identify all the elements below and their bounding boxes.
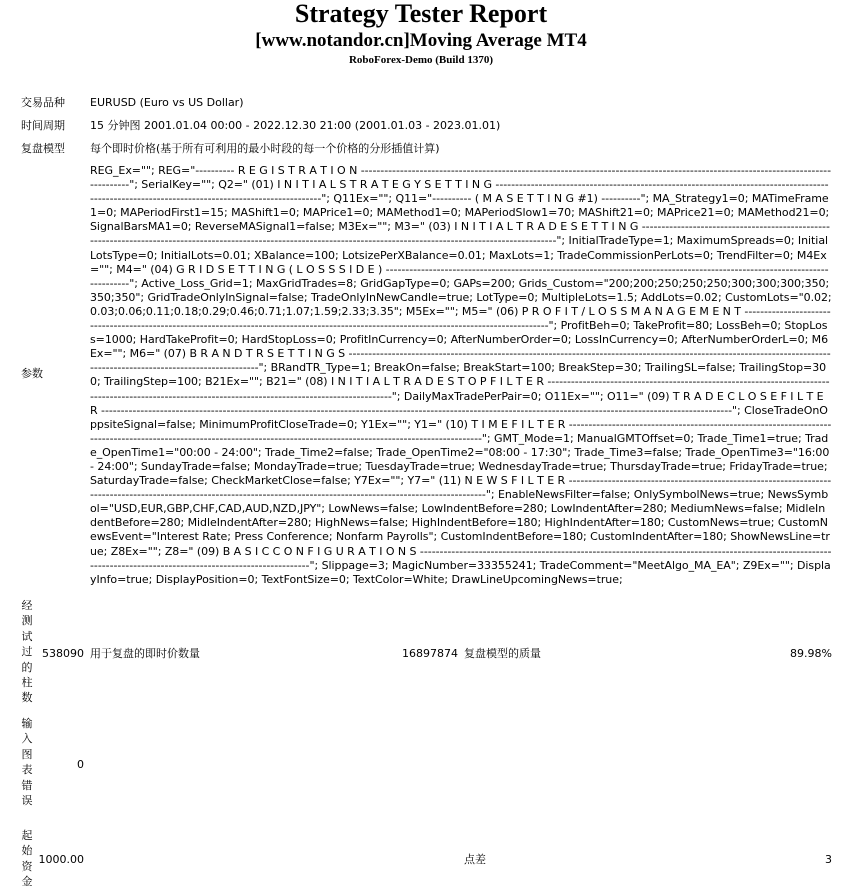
ticks-label: 用于复盘的即时价数量 [90, 647, 200, 660]
report-build: RoboForex-Demo (Build 1370) [348, 54, 493, 66]
symbol-label: 交易品种 [21, 96, 65, 109]
errors-label: 输入图表错误 [21, 717, 33, 808]
quality-label: 复盘模型的质量 [464, 647, 541, 660]
spread-label: 点差 [464, 853, 486, 866]
report-subtitle: [www.notandor.cn]Moving Average MT4 [255, 30, 587, 51]
model-value: 每个即时价格(基于所有可利用的最小时段的每一个价格的分形插值计算) [90, 142, 440, 155]
deposit-value: 1000.00 [38, 853, 84, 866]
model-label: 复盘模型 [21, 142, 65, 155]
ticks-value: 16897874 [402, 647, 458, 660]
symbol-value: EURUSD (Euro vs US Dollar) [90, 96, 244, 109]
params-label: 参数 [21, 367, 43, 380]
period-value: 15 分钟图 2001.01.04 00:00 - 2022.12.30 21:00 (2001.01.03 - 2023.01.01) [90, 119, 501, 132]
spread-value: 3 [825, 853, 832, 866]
deposit-label: 起始资金 [21, 829, 33, 889]
quality-value: 89.98% [790, 647, 832, 660]
report-title: Strategy Tester Report [294, 0, 548, 28]
bars-label: 经测试过的柱数 [21, 599, 33, 705]
period-label: 时间周期 [21, 119, 65, 132]
errors-value: 0 [77, 758, 84, 771]
params-value: REG_Ex=""; REG="---------- R E G I S T R A T I O N ----------------------------------------------------------------------------------------------------------------------------------"; SerialKey=""; Q2=" (01) I N I T I A L S T R A T E G Y S E T T I N G ------------------------------------------------------------------------------------------------------------------------------------------------"; Q11Ex=""; Q11="---------- ( M A S E T T I N G #1) ----------"; MA_Strategy1=0; MATimeFrame1=0; MAPeriodFirst1=15; MAShift1=0; MAPrice1=0; MAMethod1=0; MAPeriodSlow1=70; MAShift21=0; MAPrice21=0; MAMethod21=0; SignalBarsMA1=0; ReverseMASignal1=false; M3Ex=""; M3=" (03) I N I T I A L T R A D E S E T T I N G -----------------------------------------------------------------------------------------------------------------------------------------------------------------------"; InitialTradeType=1; MaximumSpreads=0; InitialLotsType=0; InitialLots=0.01; XBalance=100; LotsizePerXBalance=0.01; MaxLots=1; TradeCommissionPerLots=0; TrendFilter=0; M4Ex=""; M4=" (04) G R I D S E T T I N G ( L O S S S I D E ) ---------------------------------------------------------------------------------------------------------------------------"; Active_Loss_Grid=1; MaxGridTrades=8; GridGapType=0; GAPs=200; Grids_Custom="200;200;250;250;250;300;300;300;350;350;350"; GridTradeOnlyInSignal=false; TradeOnlyInNewCandle=true; LotType=0; MultipleLots=1.5; AddLots=0.02; CustomLots="0.02;0.03;0.06;0.11;0.18;0.29;0.46;0.71;1.07;1.59;2.33;3.35"; M5Ex=""; M5=" (06) P R O F I T / L O S S M A N A G E M E N T -------------------------------------------------------------------------------------------------------------------------------------------"; ProfitBeh=0; TakeProfit=80; LossBeh=0; StopLoss=1000; HardTakeProfit=0; HardStopLoss=0; ProfitInCurrency=0; AfterNumberOrder=0; LossInCurrency=0; AfterNumberOrderL=0; M6Ex=""; M6=" (07) B R A N D T R S E T T I N G S ----------------------------------------------------------------------------------------------------------------------------------------------------------------------"; BRandTR_Type=1; BreakOn=false; BreakStart=100; BreakStep=30; TrailingSL=false; TrailingStop=300; TrailingStep=100; B21Ex=""; B21=" (08) I N I T I A L T R A D E S T O P F I L T E R -----------------------------------------------------------------------------------------------------------------------------------------------------"; DailyMaxTradePerPair=0; O11Ex=""; O11=" (09) T R A D E C L O S E F I L T E R -----------------------------------------------------------------------------------------------------------------------------------------------------------------"; CloseTradeOnOppsiteSignal=false; MinimumProfitCloseTrade=0; Y1Ex=""; Y1=" (10) T I M E F I L T E R -----------------------------------------------------------------------------------------------------------------------------------------------------------------------"; GMT_Mode=1; ManualGMTOffset=0; Trade_Time1=true; Trade_OpenTime1="00:00 - 24:00"; Trade_Time2=false; Trade_OpenTime2="08:00 - 17:30"; Trade_Time3=false; Trade_OpenTime3="16:00 - 24:00"; SundayTrade=false; MondayTrade=true; TuesdayTrade=true; WednesdayTrade=true; ThursdayTrade=true; FridayTrade=true; SaturdayTrade=false; CheckMarketClose=false; Y7Ex=""; Y7=" (11) N E W S F I L T E R ------------------------------------------------------------------------------------------------------------------------------------------------------------------------"; EnableNewsFilter=false; OnlySymbolNews=true; NewsSymbol="USD,EUR,GBP,CHF,CAD,AUD,NZD,JPY"; LowNews=false; LowIndentBefore=280; LowIndentAfter=280; MediumNews=false; MidleIndentBefore=280; MidleIndentAfter=280; HighNews=false; HighIndentBefore=180; HighIndentAfter=180; CustomNews=true; CustomNewsEvent="Interest Rate; Press Conference; Nonfarm Payrolls"; CustomIndentBefore=180; CustomIndentAfter=180; ShowNewsLine=true; Z8Ex=""; Z8=" (09) B A S I C C O N F I G U R A T I O N S -----------------------------------------------------------------------------------------------------------------------------------------------------------------"; Slippage=3; MagicNumber=33355241; TradeComment="MeetAlgo_MA_EA"; Z9Ex=""; DisplayInfo=true; DisplayPosition=0; TextFontSize=0; TextColor=White; DrawLineUpcomingNews=true; [90, 164, 833, 586]
bars-value: 538090 [42, 647, 84, 660]
